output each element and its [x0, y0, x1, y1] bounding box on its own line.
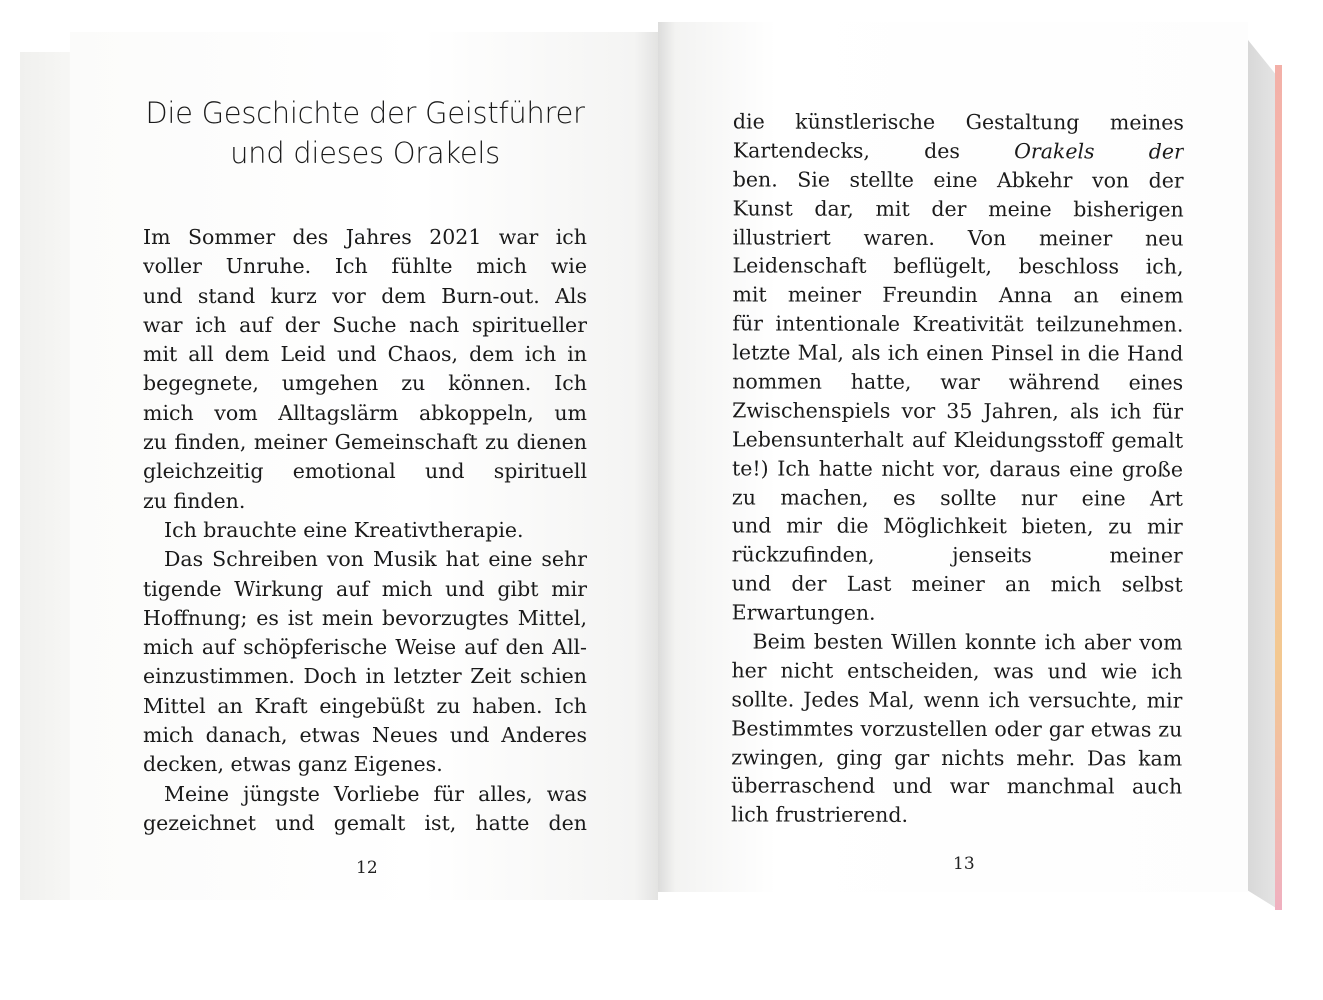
text-line: Lebensunterhalt auf Kleidungsstoff gemalt [732, 427, 1184, 453]
text-line: tigende Wirkung auf mich und gibt mir [143, 576, 587, 601]
paragraph [731, 627, 1183, 830]
text-line: decken, etwas ganz Eigenes. [143, 752, 443, 777]
text-line: Ich brauchte eine Kreativtherapie. [164, 517, 524, 542]
text-line: begegnete, umgehen zu können. Ich [143, 371, 587, 396]
text-line: rückzufinden, jenseits meiner [731, 542, 1183, 568]
text-segment: Kartendecks, des [732, 138, 1015, 164]
text-line: die künstlerische Gestaltung meines [732, 109, 1184, 135]
text-line: mich vom Alltagslärm abkoppeln, um [143, 400, 587, 425]
text-line: gleichzeitig emotional und spirituell [143, 459, 587, 484]
right-page-edge [1248, 40, 1276, 908]
book-title-italic: Orakels der [1014, 139, 1184, 164]
left-page-body [143, 223, 587, 838]
text-line: zu finden. [143, 488, 246, 513]
text-line: Im Sommer des Jahres 2021 war ich [143, 225, 587, 249]
page-number-left: 12 [356, 858, 378, 878]
text-line: mich auf schöpferische Weise auf den All- [143, 635, 587, 660]
text-line: gezeichnet und gemalt ist, hatte den [143, 810, 587, 835]
paragraph [143, 780, 587, 839]
text-line: Erwartungen. [731, 600, 876, 625]
left-page-edge [20, 52, 72, 900]
text-line: her nicht entscheiden, was und wie ich [731, 658, 1183, 684]
text-line: ben. Sie stellte eine Abkehr von der [732, 167, 1184, 193]
text-line: einzustimmen. Doch in letzter Zeit schien [143, 664, 587, 689]
text-line: Meine jüngste Vorliebe für alles, was [164, 781, 587, 806]
text-line [733, 136, 1184, 166]
text-line: für intentionale Kreativität teilzunehmen. [732, 311, 1184, 337]
chapter-title-line-2: und dieses Orakels [230, 136, 500, 170]
page-number-right: 13 [953, 854, 975, 874]
paragraph [143, 223, 587, 516]
text-line: mich danach, etwas Neues und Anderes [143, 723, 587, 748]
text-line: Das Schreiben von Musik hat eine sehr [164, 547, 587, 572]
text-line: sollte. Jedes Mal, wenn ich versuchte, mir [731, 687, 1183, 713]
paragraph [143, 516, 587, 545]
text-line: Kunst dar, mit der meine bisherigen [732, 196, 1184, 222]
text-line: Beim besten Willen konnte ich aber vom [752, 629, 1183, 655]
text-line: lich frustrierend. [731, 802, 909, 828]
text-line: zu finden, meiner Gemeinschaft zu dienen [143, 430, 587, 455]
text-line: illustriert waren. Von meiner neu [732, 224, 1184, 251]
text-line: nommen hatte, war während eines [732, 369, 1184, 395]
text-line: Leidenschaft beflügelt, beschloss ich, [732, 253, 1184, 280]
paragraph [732, 107, 1184, 628]
text-line: te!) Ich hatte nicht vor, daraus eine große [731, 456, 1184, 482]
text-line: Hoffnung; es ist mein bevorzugtes Mittel, [143, 605, 587, 630]
text-line: Mittel an Kraft eingebüßt zu haben. Ich [143, 693, 587, 718]
text-line: mit meiner Freundin Anna an einem [732, 282, 1184, 308]
text-line: und mir die Möglichkeit bieten, zu mir [731, 513, 1183, 540]
chapter-title-line-1: Die Geschichte der Geistführer [145, 96, 585, 130]
right-page-body [731, 107, 1184, 830]
text-line: und der Last meiner an mich selbst [731, 571, 1183, 597]
text-line: und stand kurz vor dem Burn-out. Als [143, 283, 587, 308]
text-line: zwingen, ging gar nichts mehr. Das kam [731, 745, 1183, 771]
colored-page-edge [1275, 65, 1282, 910]
text-line: Bestimmtes vorzustellen oder gar etwas zu [731, 716, 1183, 742]
text-line: war ich auf der Suche nach spiritueller [143, 312, 587, 337]
text-line: überraschend und war manchmal auch [731, 773, 1183, 800]
text-line: zu machen, es sollte nur eine Art [731, 484, 1183, 511]
text-line: voller Unruhe. Ich fühlte mich wie [143, 254, 587, 279]
text-line: letzte Mal, als ich einen Pinsel in die Hand [732, 340, 1184, 366]
text-line: Zwischenspiels vor 35 Jahren, als ich für [732, 398, 1184, 424]
text-line: mit all dem Leid und Chaos, dem ich in [143, 342, 587, 367]
paragraph [143, 545, 587, 779]
